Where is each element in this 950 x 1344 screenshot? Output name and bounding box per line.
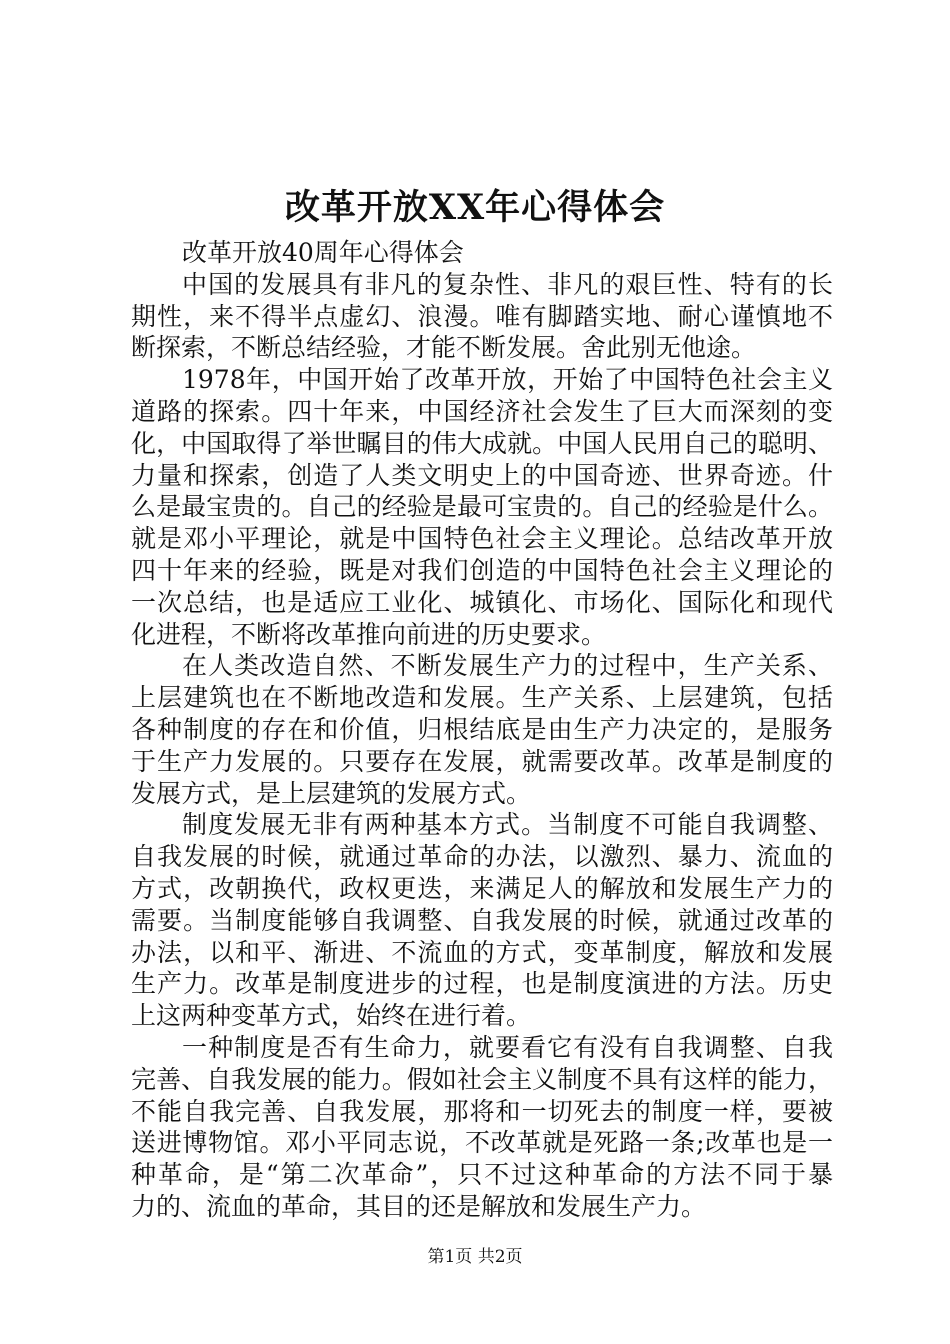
paragraph bbox=[131, 364, 833, 650]
paragraph-line: 一种制度是否有生命力，就要看它有没有自我调整、自我 bbox=[182, 1032, 833, 1062]
paragraph bbox=[131, 269, 833, 364]
paragraph bbox=[131, 650, 833, 809]
paragraph bbox=[131, 809, 833, 1032]
paragraph-line: 方式，改朝换代，政权更迭，来满足人的解放和发展生产力的 bbox=[131, 873, 833, 903]
paragraph-line: 自我发展的时候，就通过革命的办法，以激烈、暴力、流血的 bbox=[131, 842, 833, 872]
paragraph-line: 中国的发展具有非凡的复杂性、非凡的艰巨性、特有的长 bbox=[182, 269, 833, 299]
paragraph bbox=[131, 1032, 833, 1223]
paragraph-line: 道路的探索。四十年来，中国经济社会发生了巨大而深刻的变 bbox=[131, 396, 833, 426]
paragraph-line: 力的、流血的革命，其目的还是解放和发展生产力。 bbox=[131, 1191, 707, 1221]
paragraph-line: 化，中国取得了举世瞩目的伟大成就。中国人民用自己的聪明、 bbox=[131, 428, 833, 458]
paragraph-line: 需要。当制度能够自我调整、自我发展的时候，就通过改革的 bbox=[131, 905, 833, 935]
paragraph-line: 力量和探索，创造了人类文明史上的中国奇迹、世界奇迹。什 bbox=[131, 460, 833, 490]
paragraph-line: 一次总结，也是适应工业化、城镇化、市场化、国际化和现代 bbox=[131, 587, 833, 617]
paragraph-line: 1978年，中国开始了改革开放，开始了中国特色社会主义 bbox=[182, 365, 833, 395]
paragraph-line: 么是最宝贵的。自己的经验是最可宝贵的。自己的经验是什么。 bbox=[131, 492, 833, 522]
document-subtitle: 改革开放40周年心得体会 bbox=[182, 238, 464, 267]
page-footer: 第1页 共2页 bbox=[427, 1247, 523, 1267]
paragraph-line: 发展方式，是上层建筑的发展方式。 bbox=[131, 778, 532, 808]
paragraph-line: 各种制度的存在和价值，归根结底是由生产力决定的，是服务 bbox=[131, 714, 833, 744]
paragraph-line: 上层建筑也在不断地改造和发展。生产关系、上层建筑，包括 bbox=[131, 683, 833, 713]
document-title: 改革开放XX年心得体会 bbox=[284, 187, 666, 228]
paragraph-line: 送进博物馆。邓小平同志说，不改革就是死路一条;改革也是一 bbox=[131, 1128, 833, 1158]
paragraph-line: 生产力。改革是制度进步的过程，也是制度演进的方法。历史 bbox=[131, 969, 833, 999]
document-body bbox=[131, 237, 833, 1223]
paragraph-line: 办法，以和平、渐进、不流血的方式，变革制度，解放和发展 bbox=[131, 937, 833, 967]
paragraph-line: 期性，来不得半点虚幻、浪漫。唯有脚踏实地、耐心谨慎地不 bbox=[131, 301, 833, 331]
paragraph-line: 断探索，不断总结经验，才能不断发展。舍此别无他途。 bbox=[131, 333, 757, 363]
paragraph-line: 不能自我完善、自我发展，那将和一切死去的制度一样，要被 bbox=[131, 1096, 833, 1126]
paragraph-line: 四十年来的经验，既是对我们创造的中国特色社会主义理论的 bbox=[131, 555, 833, 585]
paragraph-line: 完善、自我发展的能力。假如社会主义制度不具有这样的能力， bbox=[131, 1064, 833, 1094]
paragraph-line: 制度发展无非有两种基本方式。当制度不可能自我调整、 bbox=[182, 810, 833, 840]
paragraph-line: 在人类改造自然、不断发展生产力的过程中，生产关系、 bbox=[182, 651, 833, 681]
paragraph-list bbox=[131, 269, 833, 1223]
paragraph-line: 于生产力发展的。只要存在发展，就需要改革。改革是制度的 bbox=[131, 746, 833, 776]
paragraph-line: 化进程，不断将改革推向前进的历史要求。 bbox=[131, 619, 607, 649]
paragraph-line: 上这两种变革方式，始终在进行着。 bbox=[131, 1001, 532, 1031]
paragraph-line: 就是邓小平理论，就是中国特色社会主义理论。总结改革开放 bbox=[131, 524, 833, 554]
paragraph-line: 种革命，是“第二次革命”，只不过这种革命的方法不同于暴 bbox=[131, 1160, 833, 1190]
